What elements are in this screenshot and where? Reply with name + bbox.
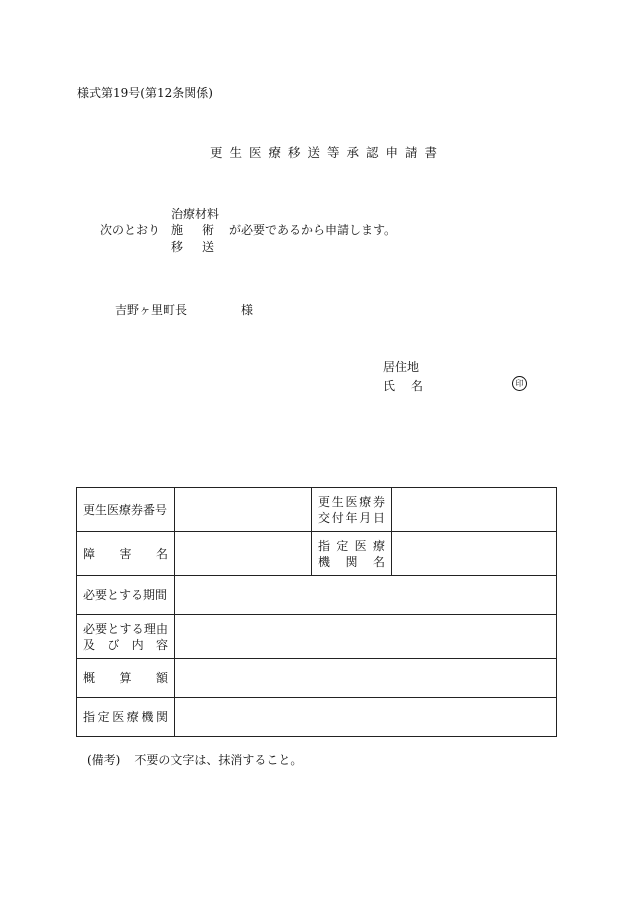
table-row: [77, 576, 557, 615]
table-row: [77, 698, 557, 737]
form-number: 様式第19号(第12条関係): [77, 86, 213, 100]
residence-label: 居住地: [383, 360, 420, 374]
table-row: [77, 488, 557, 532]
disability-label: 障害名: [77, 532, 175, 576]
institution-field[interactable]: [175, 698, 557, 737]
name-label: 氏名: [383, 379, 440, 393]
issue-date-field[interactable]: [392, 488, 557, 532]
disability-field[interactable]: [175, 532, 312, 576]
period-field[interactable]: [175, 576, 557, 615]
issue-date-label: 更生医療券 交付年月日: [312, 488, 392, 532]
period-label: 必要とする期間: [77, 576, 175, 615]
remarks-text: 不要の文字は、抹消すること。: [134, 753, 303, 767]
request-statement: [100, 205, 420, 257]
cert-number-field[interactable]: [175, 488, 312, 532]
addressee-name: 吉野ヶ里町長: [115, 303, 188, 317]
table-row: [77, 532, 557, 576]
reason-field[interactable]: [175, 615, 557, 659]
estimate-label: 概算額: [77, 659, 175, 698]
addressee-honorific: 様: [241, 303, 254, 317]
request-tail: が必要であるから申請します。: [229, 223, 397, 237]
document-title: 更生医療移送等承認申請書: [210, 145, 445, 160]
reason-label: 必要とする理由 及び内容: [77, 615, 175, 659]
remarks: [87, 751, 302, 768]
table-row: [77, 615, 557, 659]
remarks-label: (備考): [87, 753, 121, 767]
table-row: [77, 659, 557, 698]
request-intro: 次のとおり: [100, 223, 161, 237]
designated-institution-name-label: 指定医療 機関名: [312, 532, 392, 576]
request-option-treatment: 施術: [171, 223, 234, 237]
application-table: [76, 487, 557, 737]
institution-label: 指定医療機関: [77, 698, 175, 737]
request-option-materials: 治療材料: [171, 207, 220, 221]
cert-number-label: 更生医療券番号: [77, 488, 175, 532]
designated-institution-name-field[interactable]: [392, 532, 557, 576]
seal-icon: 印: [512, 376, 527, 391]
request-option-transport: 移送: [171, 240, 234, 254]
estimate-field[interactable]: [175, 659, 557, 698]
